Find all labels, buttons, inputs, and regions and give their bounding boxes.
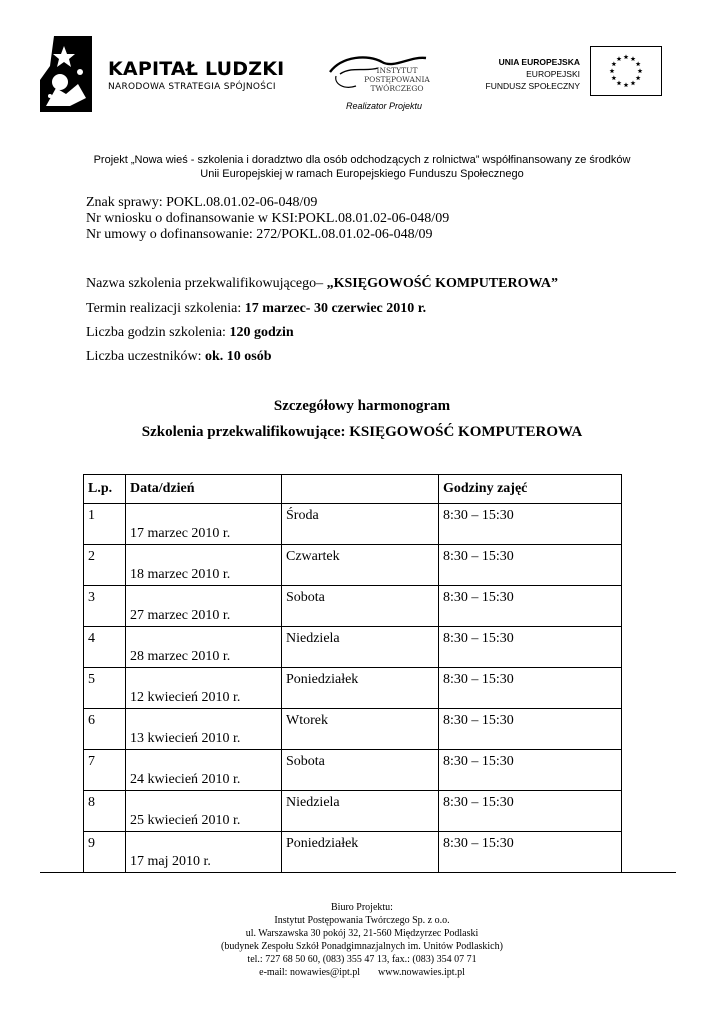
row-day: Poniedziałek [286,836,359,851]
eu-star-icon [624,54,629,59]
row-date-cell [126,832,282,873]
eu-line3: FUNDUSZ SPOŁECZNY [485,81,580,91]
row-date-cell [126,504,282,545]
table-row [84,709,622,750]
row-hours-cell [439,709,622,750]
row-number: 1 [88,508,95,523]
row-number-cell [84,709,126,750]
project-line-2: Unii Europejskiej w ramach Europejskiego Funduszu Społecznego [200,168,524,180]
eu-line2: EUROPEJSKI [526,69,580,79]
row-number-cell [84,791,126,832]
row-day-cell [282,832,439,873]
row-number-cell [84,504,126,545]
row-day-cell [282,545,439,586]
row-hours-cell [439,627,622,668]
application-number: Nr wniosku o dofinansowanie w KSI:POKL.08.01.02-06-048/09 [86,211,450,226]
row-number: 5 [88,672,95,687]
row-date-cell [126,586,282,627]
row-date: 24 kwiecień 2010 r. [130,772,241,787]
row-date-cell [126,791,282,832]
row-day: Niedziela [286,631,340,646]
row-hours: 8:30 – 15:30 [443,754,514,769]
row-day-cell [282,504,439,545]
row-day-cell [282,750,439,791]
table-body [84,504,622,873]
row-number: 3 [88,590,95,605]
row-day: Wtorek [286,713,328,728]
row-day-cell [282,586,439,627]
row-number-cell [84,832,126,873]
table-row [84,545,622,586]
row-date: 27 marzec 2010 r. [130,608,231,623]
row-number: 6 [88,713,95,728]
eu-star-icon [636,61,641,66]
training-name [86,276,558,292]
row-day: Sobota [286,754,325,769]
footer-website[interactable]: www.nowawies.ipt.pl [378,967,465,978]
row-day-cell [282,668,439,709]
column-header-hours: Godziny zajęć [439,475,622,504]
row-day: Poniedziałek [286,672,359,687]
row-hours-cell [439,750,622,791]
row-number: 4 [88,631,95,646]
eu-star-icon [624,82,629,87]
column-header-lp: L.p. [84,475,126,504]
table-row [84,627,622,668]
row-date: 28 marzec 2010 r. [130,649,231,664]
ipt-caption: Realizator Projektu [346,101,423,111]
row-number: 2 [88,549,95,564]
row-hours-cell [439,504,622,545]
row-hours: 8:30 – 15:30 [443,631,514,646]
row-number: 8 [88,795,95,810]
row-date-cell [126,709,282,750]
row-hours: 8:30 – 15:30 [443,795,514,810]
kapital-ludzki-subtitle: NARODOWA STRATEGIA SPÓJNOŚCI [108,82,276,92]
table-row [84,504,622,545]
row-hours-cell [439,668,622,709]
table-row [84,832,622,873]
table-row [84,668,622,709]
eu-star-icon [611,61,616,66]
row-day: Niedziela [286,795,340,810]
agreement-number: Nr umowy o dofinansowanie: 272/POKL.08.01.02-06-048/09 [86,227,433,242]
kapital-ludzki-emblem-icon [40,36,92,112]
row-hours: 8:30 – 15:30 [443,590,514,605]
footer-company: Instytut Postępowania Twórczego Sp. z o.o. [274,915,450,926]
row-number: 7 [88,754,95,769]
row-day: Środa [286,508,319,523]
footer-email[interactable]: e-mail: nowawies@ipt.pl [259,967,360,978]
row-hours: 8:30 – 15:30 [443,836,514,851]
training-hours-label: Liczba godzin szkolenia: [86,325,230,340]
row-date: 13 kwiecień 2010 r. [130,731,241,746]
row-hours: 8:30 – 15:30 [443,672,514,687]
row-day-cell [282,791,439,832]
row-hours: 8:30 – 15:30 [443,713,514,728]
schedule-table [83,474,622,873]
row-number: 9 [88,836,95,851]
row-hours-cell [439,832,622,873]
ipt-line3: TWÓRCZEGO [370,84,424,93]
eu-star-icon [631,56,636,61]
training-term-value: 17 marzec- 30 czerwiec 2010 r. [244,301,427,316]
table-row [84,750,622,791]
eu-star-icon [636,75,641,80]
eu-star-icon [617,81,622,86]
training-term-label: Termin realizacji szkolenia: [86,301,245,316]
training-name-label: Nazwa szkolenia przekwalifikowującego– [86,276,327,291]
row-number-cell [84,750,126,791]
ipt-logo [322,50,442,100]
eu-star-icon [611,75,616,80]
training-participants-value: ok. 10 osób [204,349,272,364]
kapital-ludzki-logo [40,36,290,116]
table-row [84,791,622,832]
footer-contact [0,966,724,979]
row-number-cell [84,545,126,586]
footer-address: ul. Warszawska 30 pokój 32, 21-560 Międzyrzec Podlaski [245,928,479,939]
eu-logo [485,46,664,98]
row-hours-cell [439,545,622,586]
row-date: 25 kwiecień 2010 r. [130,813,241,828]
row-number-cell [84,668,126,709]
row-hours: 8:30 – 15:30 [443,508,514,523]
kapital-ludzki-title: KAPITAŁ LUDZKI [108,58,285,80]
row-date: 18 marzec 2010 r. [130,567,231,582]
row-day: Sobota [286,590,325,605]
row-day-cell [282,627,439,668]
row-date-cell [126,545,282,586]
schedule-subheading: Szkolenia przekwalifikowujące: KSIĘGOWOŚĆ KOMPUTEROWA [141,424,583,440]
row-date: 17 maj 2010 r. [130,854,211,869]
project-line-1: Projekt „Nowa wieś - szkolenia i doradztwo dla osób odchodzących z rolnictwa” współfinansowany ze środków [93,154,631,166]
row-date-cell [126,627,282,668]
row-hours-cell [439,791,622,832]
ipt-line1: INSTYTUT [376,66,418,75]
row-number-cell [84,586,126,627]
eu-star-icon [610,68,615,73]
eu-text [486,56,580,92]
table-row [84,586,622,627]
footer-phone: tel.: 727 68 50 60, (083) 355 47 13, fax.: (083) 354 07 71 [247,954,477,965]
eu-star-icon [617,56,622,61]
row-day-cell [282,709,439,750]
footer-building: (budynek Zespołu Szkół Ponadgimnazjalnych im. Unitów Podlaskich) [221,941,503,952]
footer-office-label: Biuro Projektu: [331,902,393,913]
eu-line1: UNIA EUROPEJSKA [498,57,580,67]
row-date-cell [126,668,282,709]
training-participants [86,349,271,365]
footer-divider [40,872,676,873]
eu-flag-icon [590,46,662,96]
ipt-line2: POSTĘPOWANIA [364,75,430,84]
row-date-cell [126,750,282,791]
ipt-name [362,66,432,93]
training-participants-label: Liczba uczestników: [86,349,205,364]
table-header-row [84,475,622,504]
eu-stars-icon [591,47,661,95]
training-hours-value: 120 godzin [229,325,294,340]
case-reference: Znak sprawy: POKL.08.01.02-06-048/09 [86,195,318,210]
row-day: Czwartek [286,549,340,564]
training-hours [86,325,294,341]
row-number-cell [84,627,126,668]
schedule-heading: Szczegółowy harmonogram [273,398,451,414]
column-header-day [282,475,439,504]
column-header-date: Data/dzień [126,475,282,504]
training-term [86,301,426,317]
training-name-value: „KSIĘGOWOŚĆ KOMPUTEROWA” [326,276,559,291]
row-date: 17 marzec 2010 r. [130,526,231,541]
row-hours-cell [439,586,622,627]
eu-star-icon [638,68,643,73]
row-hours: 8:30 – 15:30 [443,549,514,564]
eu-star-icon [631,81,636,86]
row-date: 12 kwiecień 2010 r. [130,690,241,705]
